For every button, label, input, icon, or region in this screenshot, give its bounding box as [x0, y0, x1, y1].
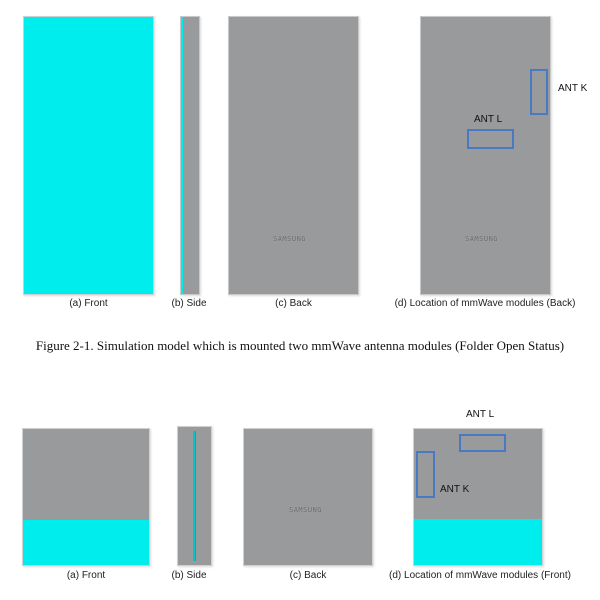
fig1-back-caption: (c) Back: [275, 298, 312, 309]
fig1-side-view: [180, 16, 200, 295]
fig1-antenna-k-label: ANT K: [558, 83, 588, 94]
fig1-back-view: [228, 16, 359, 295]
fig1-front-caption: (a) Front: [69, 298, 108, 309]
fig2-location-caption: (d) Location of mmWave modules (Front): [389, 570, 571, 581]
fig1-location-view: [420, 16, 551, 295]
fig2-antenna-l-module: [459, 434, 506, 452]
fig2-back-caption: (c) Back: [289, 570, 327, 581]
fig1-location-logo: SAMSUNG: [465, 235, 499, 243]
fig1-side-caption: (b) Side: [171, 298, 207, 309]
fig1-antenna-k-module: [530, 69, 548, 115]
fig2-antenna-k-label: ANT K: [440, 484, 470, 495]
fig2-back-view: [243, 428, 373, 566]
fig1-front-view: [23, 16, 154, 295]
fig2-back-logo: SAMSUNG: [289, 506, 323, 514]
fig1-side-screen-edge: [181, 17, 183, 294]
fig2-front-screen: [23, 520, 149, 565]
fig2-front-view: [22, 428, 150, 566]
fig2-location-screen: [414, 519, 542, 565]
fig2-antenna-l-label: ANT L: [466, 409, 495, 420]
fig1-antenna-l-label: ANT L: [474, 114, 503, 125]
fig1-antenna-l-module: [467, 129, 514, 149]
figure-2-1-caption: Figure 2-1. Simulation model which is mounted two mmWave antenna modules (Folder Open Status): [35, 338, 565, 353]
fig1-back-logo: SAMSUNG: [273, 235, 307, 243]
fig2-front-caption: (a) Front: [66, 570, 106, 581]
fig2-side-caption: (b) Side: [171, 570, 207, 581]
fig1-location-caption: (d) Location of mmWave modules (Back): [394, 298, 576, 309]
fig2-side-view: [177, 426, 212, 566]
fig2-side-fold-shadow: [195, 431, 196, 561]
fig2-location-view: [413, 428, 543, 566]
fig2-antenna-k-module: [416, 451, 435, 498]
